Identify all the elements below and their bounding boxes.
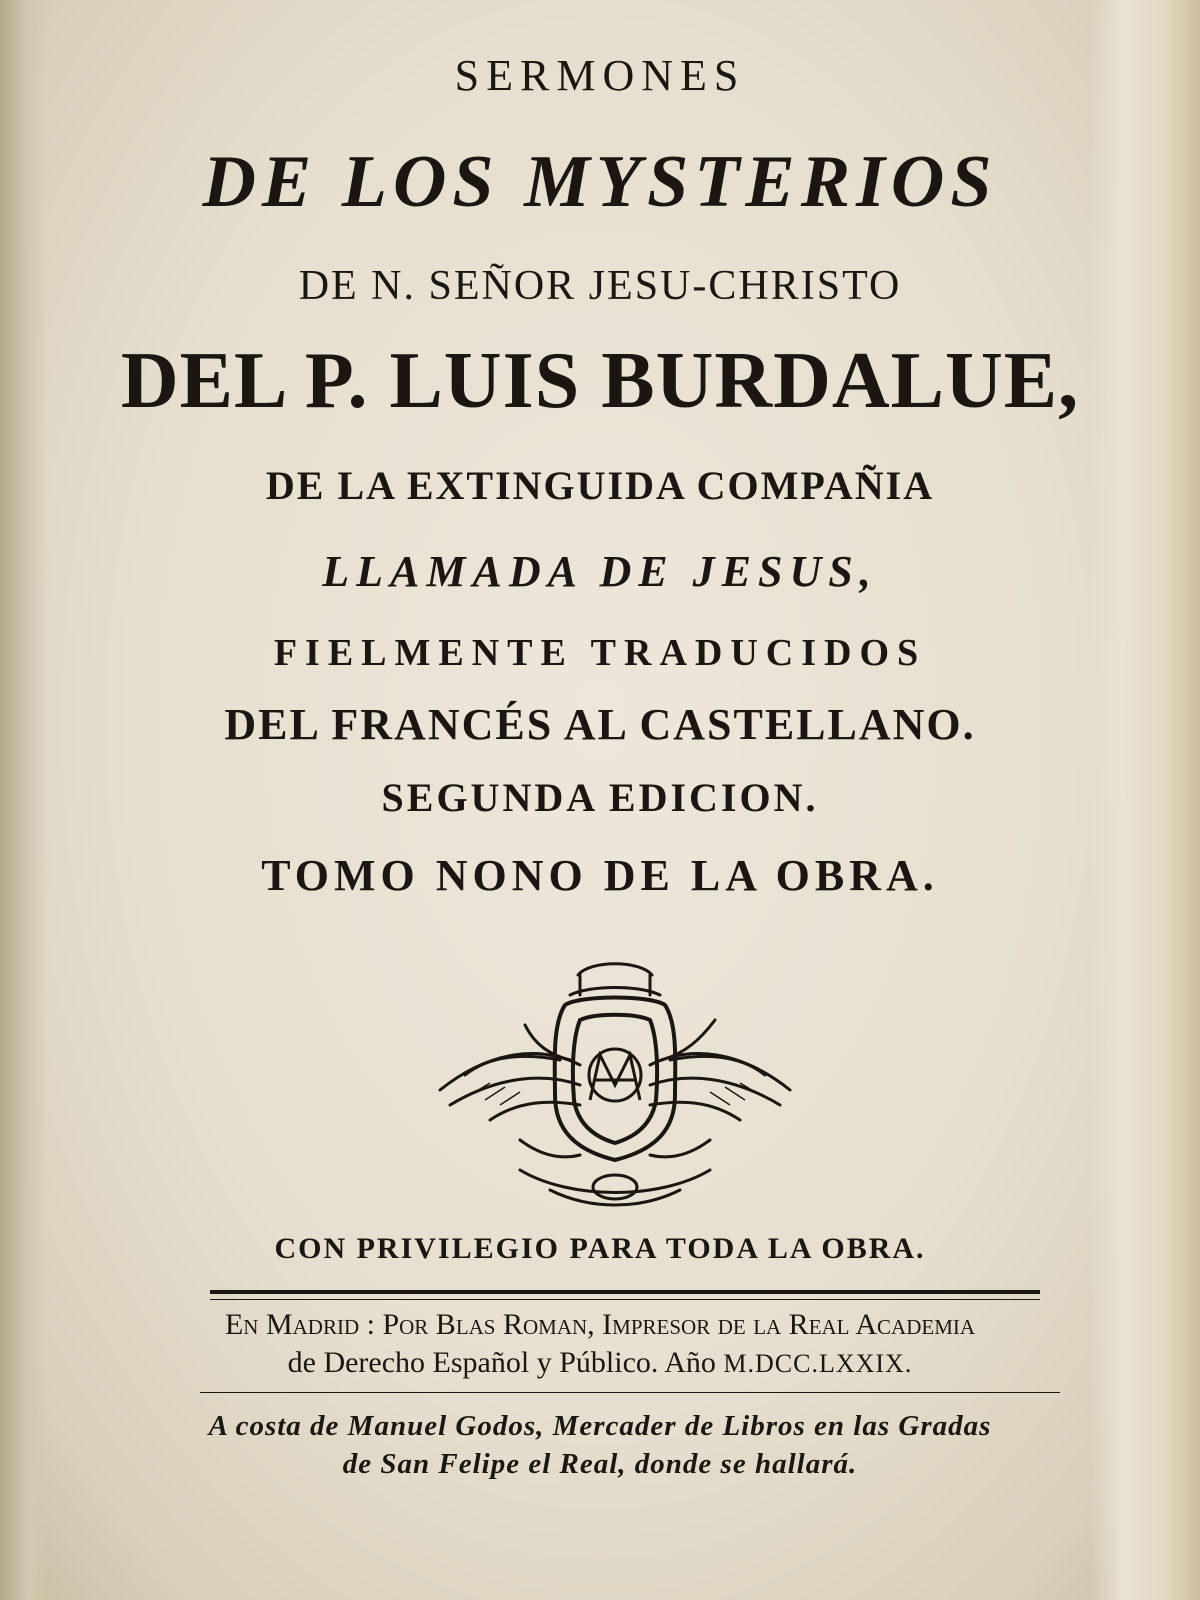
edition-line: SEGUNDA EDICION. <box>381 775 819 820</box>
divider-rule-thin <box>210 1299 1040 1300</box>
fleuron-monogram-cartouche-icon <box>430 955 800 1215</box>
imprint-line-1: En Madrid : Por Blas Roman, Impresor de la Real Academia <box>224 1308 976 1341</box>
imprint-line-2 <box>0 1346 1200 1380</box>
seller-line-1: A costa de Manuel Godos, Mercader de Libros en las Gradas <box>208 1410 992 1442</box>
seller-line-2: de San Felipe el Real, donde se hallará. <box>342 1448 858 1480</box>
privilege-line: CON PRIVILEGIO PARA TODA LA OBRA. <box>274 1232 926 1265</box>
divider-rule-thick <box>210 1290 1040 1294</box>
divider-rule-bottom <box>200 1392 1060 1393</box>
author-line: DEL P. LUIS BURDALUE, <box>120 337 1080 425</box>
order-name-line: LLAMADA DE JESUS, <box>322 547 878 596</box>
volume-line: TOMO NONO DE LA OBRA. <box>261 851 939 900</box>
imprint-year: M.DCC.LXXIX. <box>723 1349 913 1378</box>
title-line-sermones: SERMONES <box>454 51 746 100</box>
language-line: DEL FRANCÉS AL CASTELLANO. <box>224 700 976 749</box>
imprint-line-2-text: de Derecho Español y Público. Año <box>287 1346 724 1379</box>
title-line-jesu-christo: DE N. SEÑOR JESU-CHRISTO <box>298 263 902 309</box>
title-line-mysterios: DE LOS MYSTERIOS <box>202 141 998 223</box>
order-line: DE LA EXTINGUIDA COMPAÑIA <box>265 463 935 508</box>
translation-line: FIELMENTE TRADUCIDOS <box>273 632 927 674</box>
